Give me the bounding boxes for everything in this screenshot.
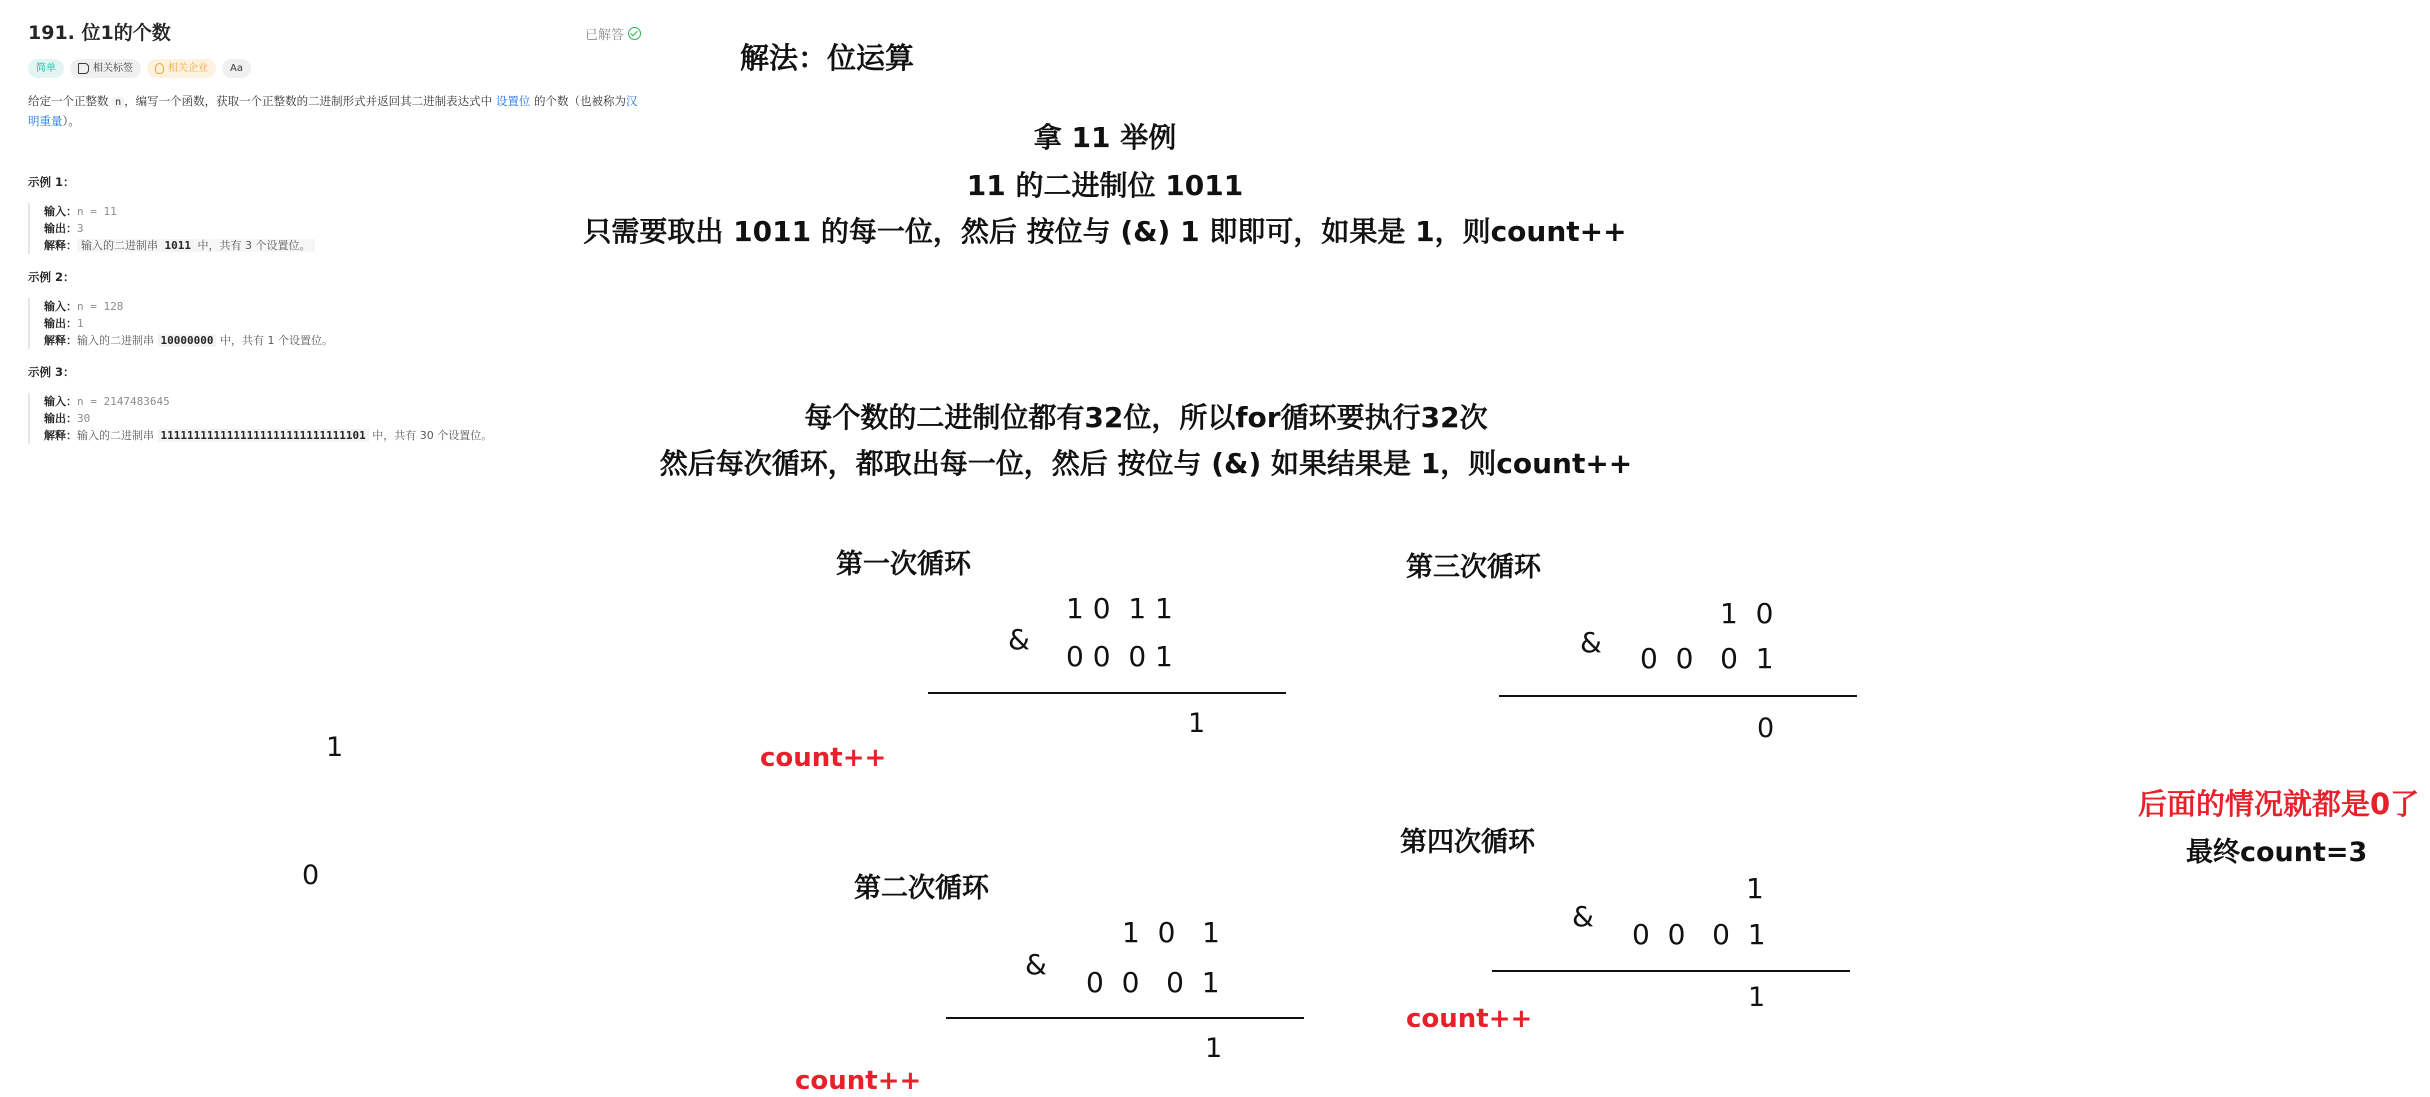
explain-pre: 输入的二进制串 xyxy=(77,334,158,347)
stray-digit-one: 1 xyxy=(326,732,344,763)
example-3-title: 示例 3： xyxy=(28,365,75,379)
explain-post: 中，共有 1 个设置位。 xyxy=(216,334,333,347)
loop-3-bottom-digits: 0 0 0 1 xyxy=(1640,642,1774,675)
binary-string: 1111111111111111111111111111101 xyxy=(158,429,369,442)
loop-4-count: count++ xyxy=(1406,1004,1533,1034)
loop-3-and-operator: & xyxy=(1580,626,1602,659)
solved-status xyxy=(585,24,641,43)
intro-line-1: 拿 11 举例 xyxy=(1033,121,1177,154)
difficulty-badge[interactable]: 简单 xyxy=(28,59,64,78)
desc-text: 的个数（也被称为 xyxy=(530,94,626,108)
input-value: n = 2147483645 xyxy=(77,395,170,408)
loop-2-top-digits: 1 0 1 xyxy=(1122,916,1220,949)
output-label: 输出： xyxy=(44,317,77,330)
loop-4-bottom-digits: 0 0 0 1 xyxy=(1632,918,1766,951)
example-2-block xyxy=(28,298,333,349)
example-2-title: 示例 2： xyxy=(28,270,75,284)
explain-post: 中，共有 3 个设置位。 xyxy=(194,239,311,252)
tag-row xyxy=(28,59,251,78)
loop-4-result: 1 xyxy=(1748,982,1766,1013)
lock-icon xyxy=(155,63,164,74)
loop-3-divider xyxy=(1499,695,1857,697)
loop-1-divider xyxy=(928,692,1286,694)
font-size-button[interactable]: Aa xyxy=(222,59,251,78)
input-label: 输入： xyxy=(44,300,77,313)
problem-title: 191. 位1的个数 xyxy=(28,22,171,44)
binary-string: 10000000 xyxy=(158,334,217,347)
loop-4-divider xyxy=(1492,970,1850,972)
solution-heading: 解法：位运算 xyxy=(740,41,915,75)
set-bit-link[interactable]: 设置位 xyxy=(495,94,531,108)
loop-2-divider xyxy=(946,1017,1304,1019)
loop-1-and-operator: & xyxy=(1008,623,1030,656)
loop-1-count: count++ xyxy=(760,743,887,773)
loop-4-top-digits: 1 xyxy=(1746,872,1764,905)
code-n: n xyxy=(112,97,124,108)
desc-text: ，编写一个函数，获取一个正整数的二进制形式并返回其二进制表达式中 xyxy=(124,94,496,108)
loop-2-bottom-digits: 0 0 0 1 xyxy=(1086,966,1220,999)
stray-digit-zero: 0 xyxy=(302,860,320,891)
related-tags-label: 相关标签 xyxy=(93,63,133,74)
solved-label: 已解答 xyxy=(585,28,625,43)
output-value: 30 xyxy=(77,412,91,425)
desc-text: 给定一个正整数 xyxy=(28,94,113,108)
related-companies-label: 相关企业 xyxy=(168,63,208,74)
loop-3-top-digits: 1 0 xyxy=(1720,597,1774,630)
explain-post: 中，共有 30 个设置位。 xyxy=(368,429,493,442)
loop-3-title: 第三次循环 xyxy=(1406,552,1541,583)
loop-2-count: count++ xyxy=(795,1066,922,1096)
explain-label: 解释： xyxy=(44,334,77,347)
explain-label: 解释： xyxy=(44,239,77,252)
loop-intro-line-1: 每个数的二进制位都有32位，所以for循环要执行32次 xyxy=(804,401,1488,434)
related-companies-button[interactable] xyxy=(147,59,216,78)
output-value: 3 xyxy=(77,222,84,235)
explain-pre: 输入的二进制串 xyxy=(77,429,158,442)
loop-1-top-digits: 1 0 1 1 xyxy=(1066,592,1173,625)
output-value: 1 xyxy=(77,317,84,330)
example-1-title: 示例 1： xyxy=(28,175,75,189)
loop-1-result: 1 xyxy=(1188,708,1206,739)
input-label: 输入： xyxy=(44,205,77,218)
check-circle-icon xyxy=(628,27,641,40)
desc-text: ）。 xyxy=(62,114,80,128)
loop-1-bottom-digits: 0 0 0 1 xyxy=(1066,640,1173,673)
final-count: 最终count=3 xyxy=(2186,837,2368,868)
loop-4-and-operator: & xyxy=(1572,900,1594,933)
loop-2-title: 第二次循环 xyxy=(854,873,989,904)
explain-label: 解释： xyxy=(44,429,77,442)
loop-4-title: 第四次循环 xyxy=(1400,827,1535,858)
loop-2-result: 1 xyxy=(1205,1033,1223,1064)
loop-1-title: 第一次循环 xyxy=(836,549,971,580)
loop-intro-line-2: 然后每次循环，都取出每一位，然后 按位与 (&) 如果结果是 1，则count++ xyxy=(659,447,1633,480)
loop-2-and-operator: & xyxy=(1025,948,1047,981)
hamming-weight-link[interactable]: 汉明重量 xyxy=(28,94,638,128)
loop-3-result: 0 xyxy=(1757,713,1775,744)
intro-line-3: 只需要取出 1011 的每一位，然后 按位与 (&) 1 即即可，如果是 1，则count++ xyxy=(583,215,1627,248)
output-label: 输出： xyxy=(44,412,77,425)
input-label: 输入： xyxy=(44,395,77,408)
binary-string: 1011 xyxy=(162,239,195,252)
explain-pre: 输入的二进制串 xyxy=(81,239,162,252)
output-label: 输出： xyxy=(44,222,77,235)
tag-icon xyxy=(78,63,89,74)
related-tags-button[interactable] xyxy=(70,59,141,78)
input-value: n = 11 xyxy=(77,205,117,218)
input-value: n = 128 xyxy=(77,300,124,313)
intro-line-2: 11 的二进制位 1011 xyxy=(966,169,1244,202)
remaining-zero-note: 后面的情况就都是0了 xyxy=(2138,787,2420,821)
